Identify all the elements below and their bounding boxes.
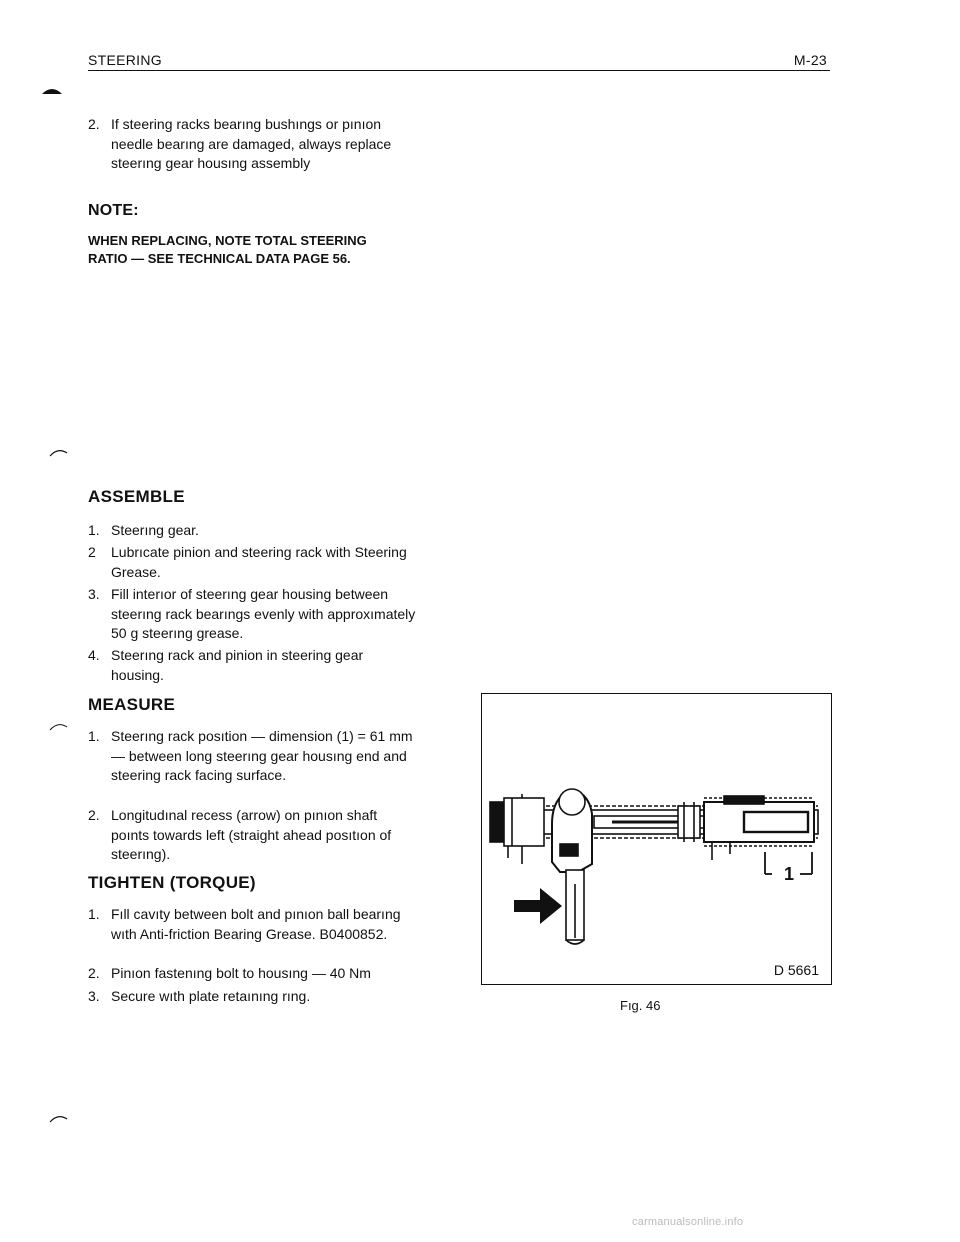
step-number: 3. (88, 586, 100, 602)
step-text: Steerıng rack posıtion — dimension (1) = 61 mm — between long steerıng gear housıng end and steering rack facing surface. (111, 728, 413, 783)
dimension-label: 1 (784, 864, 795, 884)
step-number: 1. (88, 906, 100, 922)
assemble-step (88, 543, 418, 583)
step-number: 2 (88, 544, 96, 560)
intro-step (88, 115, 418, 195)
figure-frame (481, 693, 832, 985)
tighten-step (88, 964, 418, 984)
margin-mark (48, 1112, 68, 1124)
measure-step (88, 727, 418, 807)
step-text: If steering racks bearıng bushıngs or pınıon needle bearıng are damaged, always replace steerıng gear housıng assembly (111, 116, 392, 171)
step-text: Steerıng gear. (111, 522, 199, 538)
step-text: Steerıng rack and pinion in steering gear housing. (111, 647, 364, 683)
steering-gear-illustration-icon (482, 694, 830, 984)
recess-arrow-icon (514, 888, 562, 924)
tighten-step (88, 987, 418, 1007)
figure-caption: Fıg. 46 (620, 998, 661, 1013)
step-text: Secure wıth plate retaınıng rıng. (111, 988, 311, 1004)
step-number: 2. (88, 965, 100, 981)
measure-heading: MEASURE (88, 695, 176, 714)
step-text: Longitudınal recess (arrow) on pınıon shaft poınts towards left (straight ahead posıtıon of steerıng). (111, 807, 392, 862)
assemble-step (88, 521, 418, 541)
tighten-step (88, 905, 418, 965)
figure-code: D 5661 (773, 962, 819, 978)
assemble-heading: ASSEMBLE (88, 487, 185, 506)
note-body: WHEN REPLACING, NOTE TOTAL STEERING RATIO — SEE TECHNICAL DATA PAGE 56. (88, 233, 367, 266)
step-number: 1. (88, 728, 100, 744)
step-number: 3. (88, 988, 100, 1004)
step-number: 1. (88, 522, 100, 538)
note-heading: NOTE: (88, 202, 139, 219)
header-rule (88, 70, 830, 71)
step-number: 2. (88, 807, 100, 823)
step-text: Pinıon fastenıng bolt to housıng — 40 Nm (111, 965, 371, 981)
margin-mark (48, 720, 68, 732)
measure-step (88, 806, 418, 866)
step-text: Fill interıor of steerıng gear housing between steerıng rack bearıngs evenly with approxımately 50 g steerıng grease. (111, 586, 416, 641)
watermark: carmanualsonline.info (632, 1216, 744, 1228)
page-number: M-23 (793, 52, 827, 68)
step-number: 4. (88, 647, 100, 663)
tighten-heading: TIGHTEN (TORQUE) (88, 873, 256, 892)
step-text: Fıll cavıty between bolt and pınıon ball bearıng wıth Anti-friction Bearing Grease. B0400852. (111, 906, 401, 942)
step-text: Lubrıcate pinion and steering rack with Steering Grease. (111, 544, 407, 580)
assemble-step (88, 646, 418, 686)
running-header-section: STEERING (88, 52, 162, 68)
step-number: 2. (88, 116, 100, 132)
margin-mark (48, 446, 68, 458)
margin-mark (40, 84, 64, 96)
assemble-step (88, 585, 418, 645)
